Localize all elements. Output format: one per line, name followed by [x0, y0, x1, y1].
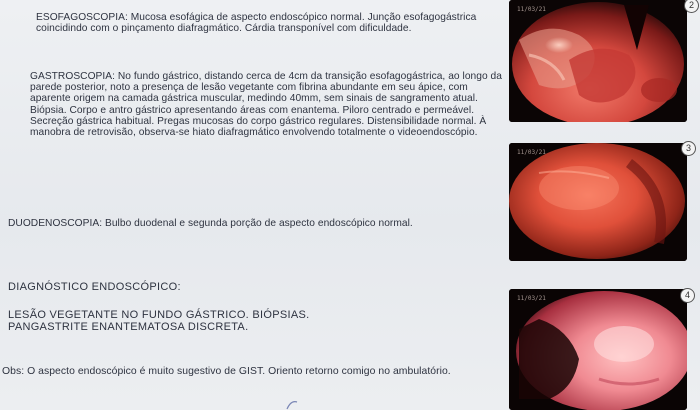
section-esofagoscopia-heading: ESOFAGOSCOPIA: [36, 12, 128, 23]
image-2-stamp: 11/03/21 [517, 6, 546, 13]
section-gastroscopia-body: No fundo gástrico, distando cerca de 4cm da transição esofagogástrica, ao longo da parede posterior, noto a presença de lesão vegetante com fibrina abundante em seu ápice, com aparente origem na camada gástrica muscular, medindo 40mm, sem sinais de sangramento atual. Biópsia. Corpo e antro gástrico apresentando áreas com enantema. Piloro centrado e permeável. Secreção gástrica habitual. Pregas mucosas do corpo gástrico regulares. Distensibilidade normal. À manobra de retrovisão, observa-se hiato diafragmático envolvendo totalmente o videoendoscópio. [30, 71, 502, 139]
section-gastroscopia-heading: GASTROSCOPIA: [30, 71, 115, 82]
image-3-number-badge: 3 [681, 141, 696, 156]
section-duodenoscopia-body: Bulbo duodenal e segunda porção de aspecto endoscópico normal. [105, 218, 413, 229]
section-esofagoscopia-body: Mucosa esofágica de aspecto endoscópico normal. Junção esofagogástrica coincidindo com o pinçamento diafragmático. Cárdia transponível com dificuldade. [36, 12, 477, 35]
section-duodenoscopia-heading: DUODENOSCOPIA: [8, 218, 103, 229]
diagnostico-line: PANGASTRITE ENANTEMATOSA DISCRETA. [8, 321, 249, 333]
pen-mark-icon [285, 398, 299, 410]
image-4-number-badge: 4 [680, 288, 695, 303]
endoscopy-image-4-graphic [509, 289, 687, 410]
observation-note: Obs: O aspecto endoscópico é muito sugestivo de GIST. Oriento retorno comigo no ambulatório. [2, 366, 451, 377]
endoscopy-image-2-graphic [509, 0, 687, 122]
image-4-stamp: 11/03/21 [517, 295, 546, 302]
endoscopy-image-esophagus [509, 0, 687, 122]
section-duodenoscopia [8, 218, 498, 229]
diagnostico-line: LESÃO VEGETANTE NO FUNDO GÁSTRICO. BIÓPSIAS. [8, 309, 310, 321]
diagnostico-text [8, 309, 428, 333]
endoscopy-image-duodenum [509, 289, 687, 410]
endoscopy-image-3-graphic [509, 143, 687, 261]
image-3-stamp: 11/03/21 [517, 149, 546, 156]
image-2-number-badge: 2 [684, 0, 699, 13]
endoscopy-image-stomach [509, 143, 687, 261]
section-esofagoscopia [36, 12, 498, 34]
diagnostico-heading: DIAGNÓSTICO ENDOSCÓPICO: [8, 281, 181, 293]
section-gastroscopia [30, 71, 502, 138]
